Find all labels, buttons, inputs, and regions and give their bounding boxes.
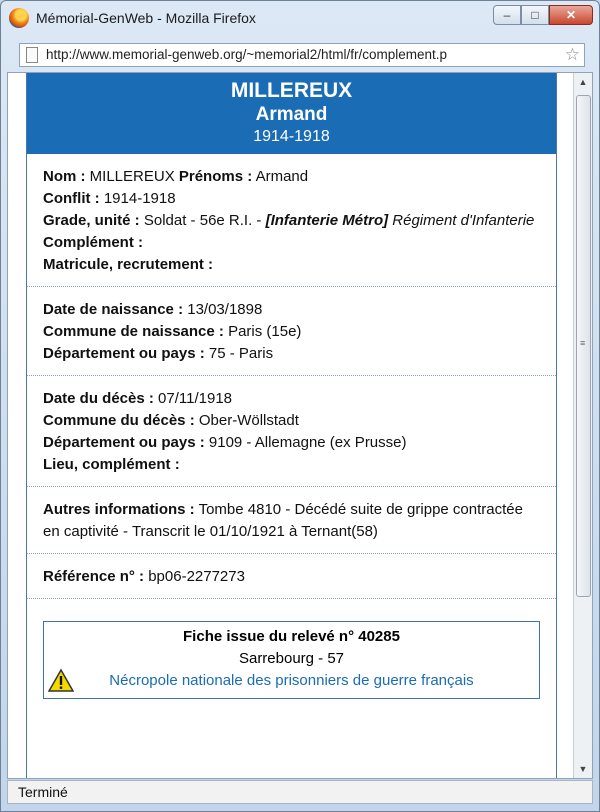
- record-card: [26, 73, 557, 779]
- grip-icon: ≡: [580, 338, 586, 348]
- warning-icon: [48, 668, 74, 692]
- reference-section: [27, 554, 556, 599]
- title-bar[interactable]: [1, 1, 599, 35]
- death-commune-value: Ober-Wöllstadt: [198, 412, 299, 429]
- birth-dept-value: 75 - Paris: [208, 345, 274, 362]
- name-row: [43, 166, 540, 188]
- death-lieu-row: [43, 454, 540, 476]
- necropole-link[interactable]: Nécropole nationale des prisonniers de guerre français: [109, 672, 474, 689]
- header-years: 1914-1918: [253, 128, 330, 145]
- grade-value: Soldat - 56e R.I. -: [143, 212, 262, 229]
- url-text[interactable]: http://www.memorial-genweb.org/~memorial2/html/fr/complement.p: [46, 47, 448, 62]
- page-viewport: [7, 72, 593, 779]
- scroll-thumb[interactable]: [576, 95, 591, 597]
- birth-commune-label: Commune de naissance :: [43, 323, 224, 340]
- birth-date-row: [43, 299, 540, 321]
- death-dept-label: Département ou pays :: [43, 434, 205, 451]
- vertical-scrollbar[interactable]: [573, 73, 592, 778]
- complement-label: Complément :: [43, 234, 144, 251]
- scroll-up-button[interactable]: ▲: [578, 77, 588, 87]
- other-info-value: Tombe 4810 - Décédé suite de grippe contractée en captivité - Transcrit le 01/10/1921 à Ternant(58): [43, 501, 523, 540]
- nom-label: Nom :: [43, 168, 86, 185]
- matricule-label: Matricule, recrutement :: [43, 256, 214, 273]
- grade-row: [43, 210, 540, 232]
- header-last-name: MILLEREUX: [230, 79, 353, 102]
- birth-dept-row: [43, 343, 540, 365]
- prenoms-label: Prénoms :: [178, 168, 253, 185]
- death-lieu-label: Lieu, complément :: [43, 456, 180, 473]
- other-info-label: Autres informations :: [43, 501, 195, 518]
- grade-unit-type: [Infanterie Métro]: [265, 212, 389, 229]
- source-title: Fiche issue du relevé n° 40285: [183, 628, 400, 645]
- identity-section: [27, 154, 556, 287]
- grade-label: Grade, unité :: [43, 212, 140, 229]
- complement-row: [43, 232, 540, 254]
- conflit-value: 1914-1918: [103, 190, 176, 207]
- source-box: [43, 621, 540, 699]
- minimize-button[interactable]: –: [493, 5, 521, 25]
- matricule-row: [43, 254, 540, 276]
- birth-date-label: Date de naissance :: [43, 301, 184, 318]
- page-icon: [26, 47, 38, 63]
- address-bar[interactable]: [19, 43, 585, 67]
- birth-commune-value: Paris (15e): [228, 323, 302, 340]
- death-date-value: 07/11/1918: [158, 390, 233, 407]
- window-controls: [493, 5, 593, 25]
- death-commune-label: Commune du décès :: [43, 412, 195, 429]
- death-date-row: [43, 388, 540, 410]
- death-date-label: Date du décès :: [43, 390, 154, 407]
- scroll-down-button[interactable]: ▼: [578, 764, 588, 774]
- death-section: [27, 376, 556, 487]
- conflit-row: [43, 188, 540, 210]
- nom-value: MILLEREUX: [89, 168, 175, 185]
- star-icon[interactable]: ☆: [564, 45, 580, 64]
- window-title: Mémorial-GenWeb - Mozilla Firefox: [36, 10, 256, 26]
- death-commune-row: [43, 410, 540, 432]
- reference-label: Référence n° :: [43, 568, 145, 585]
- reference-value: bp06-2277273: [148, 568, 245, 585]
- source-place: Sarrebourg - 57: [238, 650, 345, 667]
- death-dept-row: [43, 432, 540, 454]
- record-header: [27, 73, 556, 154]
- death-dept-value: 9109 - Allemagne (ex Prusse): [208, 434, 407, 451]
- birth-section: [27, 287, 556, 376]
- prenoms-value: Armand: [255, 168, 309, 185]
- firefox-icon: [9, 8, 29, 28]
- other-info-section: [27, 487, 556, 554]
- status-bar: Terminé: [7, 780, 593, 804]
- birth-dept-label: Département ou pays :: [43, 345, 205, 362]
- close-button[interactable]: ✕: [549, 5, 593, 25]
- birth-date-value: 13/03/1898: [187, 301, 263, 318]
- maximize-button[interactable]: □: [521, 5, 549, 25]
- grade-unit-name: Régiment d'Infanterie: [392, 212, 535, 229]
- header-first-name: Armand: [255, 104, 328, 125]
- birth-commune-row: [43, 321, 540, 343]
- conflit-label: Conflit :: [43, 190, 100, 207]
